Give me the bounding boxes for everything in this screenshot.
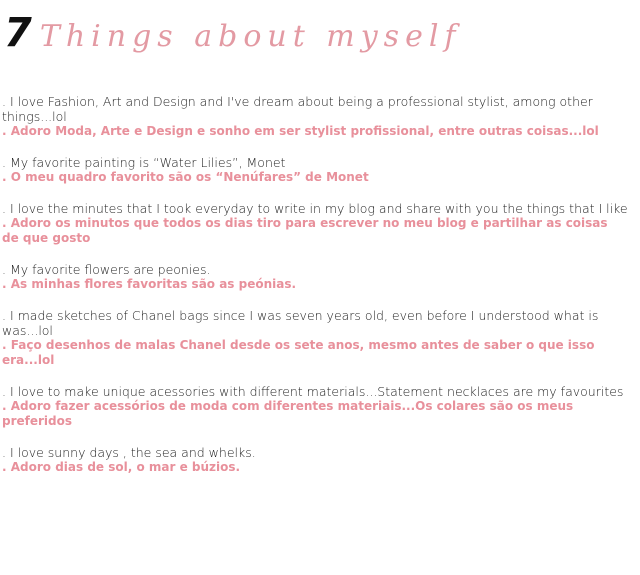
- post-heading: [4, 10, 462, 70]
- fact-portuguese: . Adoro dias de sol, o mar e búzios.: [2, 460, 241, 474]
- fact-item: [2, 155, 628, 185]
- fact-english: . I love the minutes that I took everyday to write in my blog and share with you the things that I like: [2, 201, 628, 216]
- fact-item: [2, 308, 628, 368]
- fact-portuguese: . Adoro os minutos que todos os dias tiro para escrever no meu blog e partilhar as coisas de que gosto: [2, 216, 608, 245]
- fact-item: [2, 384, 628, 429]
- fact-item: [2, 262, 628, 292]
- fact-portuguese: . As minhas flores favoritas são as peónias.: [2, 277, 297, 291]
- fact-english: . I love to make unique acessories with different materials...Statement necklaces are my favourites: [2, 384, 624, 399]
- fact-english: . My favorite painting is “Water Lilies”, Monet: [2, 155, 286, 170]
- fact-portuguese: . O meu quadro favorito são os “Nenúfares” de Monet: [2, 170, 369, 184]
- fact-portuguese: . Adoro Moda, Arte e Design e sonho em ser stylist profissional, entre outras coisas...lol: [2, 124, 599, 138]
- fact-english: . I love sunny days , the sea and whelks.: [2, 445, 256, 460]
- fact-item: [2, 445, 628, 475]
- fact-item: [2, 201, 628, 246]
- fact-english: . I love Fashion, Art and Design and I've dream about being a professional stylist, among other things...lol: [2, 94, 593, 124]
- fact-item: [2, 94, 628, 139]
- fact-portuguese: . Adoro fazer acessórios de moda com diferentes materiais...Os colares são os meus preferidos: [2, 399, 574, 428]
- facts-list: [2, 94, 628, 491]
- fact-english: . My favorite flowers are peonies.: [2, 262, 211, 277]
- fact-english: . I made sketches of Chanel bags since I was seven years old, even before I understood what is was...lol: [2, 308, 599, 338]
- heading-number: 7: [4, 10, 32, 56]
- heading-title: Things about myself: [39, 19, 462, 54]
- fact-portuguese: . Faço desenhos de malas Chanel desde os sete anos, mesmo antes de saber o que isso era...lol: [2, 338, 595, 367]
